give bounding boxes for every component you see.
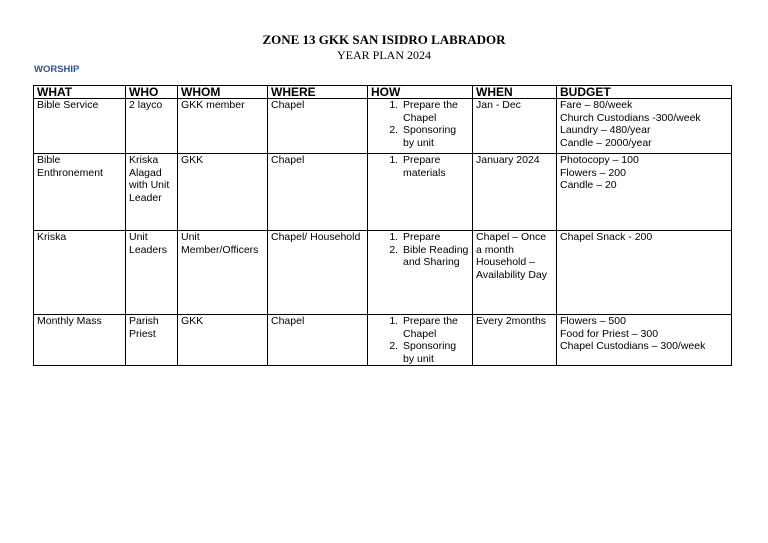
cell-what: Bible Enthronement [34,154,126,231]
cell-how [368,154,473,231]
year-plan-table [33,85,732,366]
table-header-row [34,86,732,99]
cell-whom: Unit Member/Officers [178,231,268,315]
how-step: 1. Prepare the Chapel [401,315,469,340]
budget-line: Flowers – 500 [560,315,626,327]
column-header-who: WHO [126,86,178,99]
column-header-where: WHERE [268,86,368,99]
column-header-what: WHAT [34,86,126,99]
document-subtitle: YEAR PLAN 2024 [336,48,431,62]
cell-when: Jan - Dec [473,99,557,154]
cell-budget [557,231,732,315]
budget-line: Chapel Snack - 200 [560,231,653,243]
budget-line: Chapel Custodians – 300/week [560,340,706,353]
budget-line: Fare – 80/week [560,99,633,111]
column-header-budget: BUDGET [557,86,732,99]
cell-whom: GKK [178,154,268,231]
how-step: 1. Prepare [401,231,469,244]
cell-budget [557,315,732,366]
table-row [34,154,732,231]
column-header-whom: WHOM [178,86,268,99]
cell-when: Chapel – Once a month Household – Availability Day [473,231,557,315]
cell-budget [557,154,732,231]
cell-whom: GKK member [178,99,268,154]
how-step: 1. Prepare the Chapel [401,99,469,124]
how-step: 1. Prepare materials [401,154,469,179]
cell-when: January 2024 [473,154,557,231]
table-row [34,231,732,315]
cell-what: Kriska [34,231,126,315]
cell-how [368,231,473,315]
budget-line: Photocopy – 100 [560,154,639,166]
cell-where: Chapel/ Household [268,231,368,315]
cell-how [368,99,473,154]
cell-how [368,315,473,366]
table-row [34,99,732,154]
budget-line: Church Custodians -300/week [560,111,701,124]
cell-where: Chapel [268,154,368,231]
document-title: ZONE 13 GKK SAN ISIDRO LABRADOR [262,32,506,47]
budget-line: Food for Priest – 300 [560,327,659,340]
budget-line: Candle – 20 [560,179,617,192]
cell-where: Chapel [268,99,368,154]
cell-what: Bible Service [34,99,126,154]
cell-who: Unit Leaders [126,231,178,315]
cell-where: Chapel [268,315,368,366]
cell-budget [557,99,732,154]
budget-line: Laundry – 480/year [560,124,651,137]
column-header-how: HOW [368,86,473,99]
cell-when: Every 2months [473,315,557,366]
cell-who: 2 layco [126,99,178,154]
cell-who: Kriska Alagad with Unit Leader [126,154,178,231]
table-row [34,315,732,366]
budget-line: Flowers – 200 [560,166,626,179]
budget-line: Candle – 2000/year [560,136,652,149]
section-heading: WORSHIP [34,64,80,75]
column-header-when: WHEN [473,86,557,99]
how-step: 2. Bible Reading and Sharing [401,244,469,269]
how-step: 2. Sponsoring by unit [401,124,469,149]
cell-who: Parish Priest [126,315,178,366]
cell-whom: GKK [178,315,268,366]
cell-what: Monthly Mass [34,315,126,366]
how-step: 2. Sponsoring by unit [401,340,469,365]
